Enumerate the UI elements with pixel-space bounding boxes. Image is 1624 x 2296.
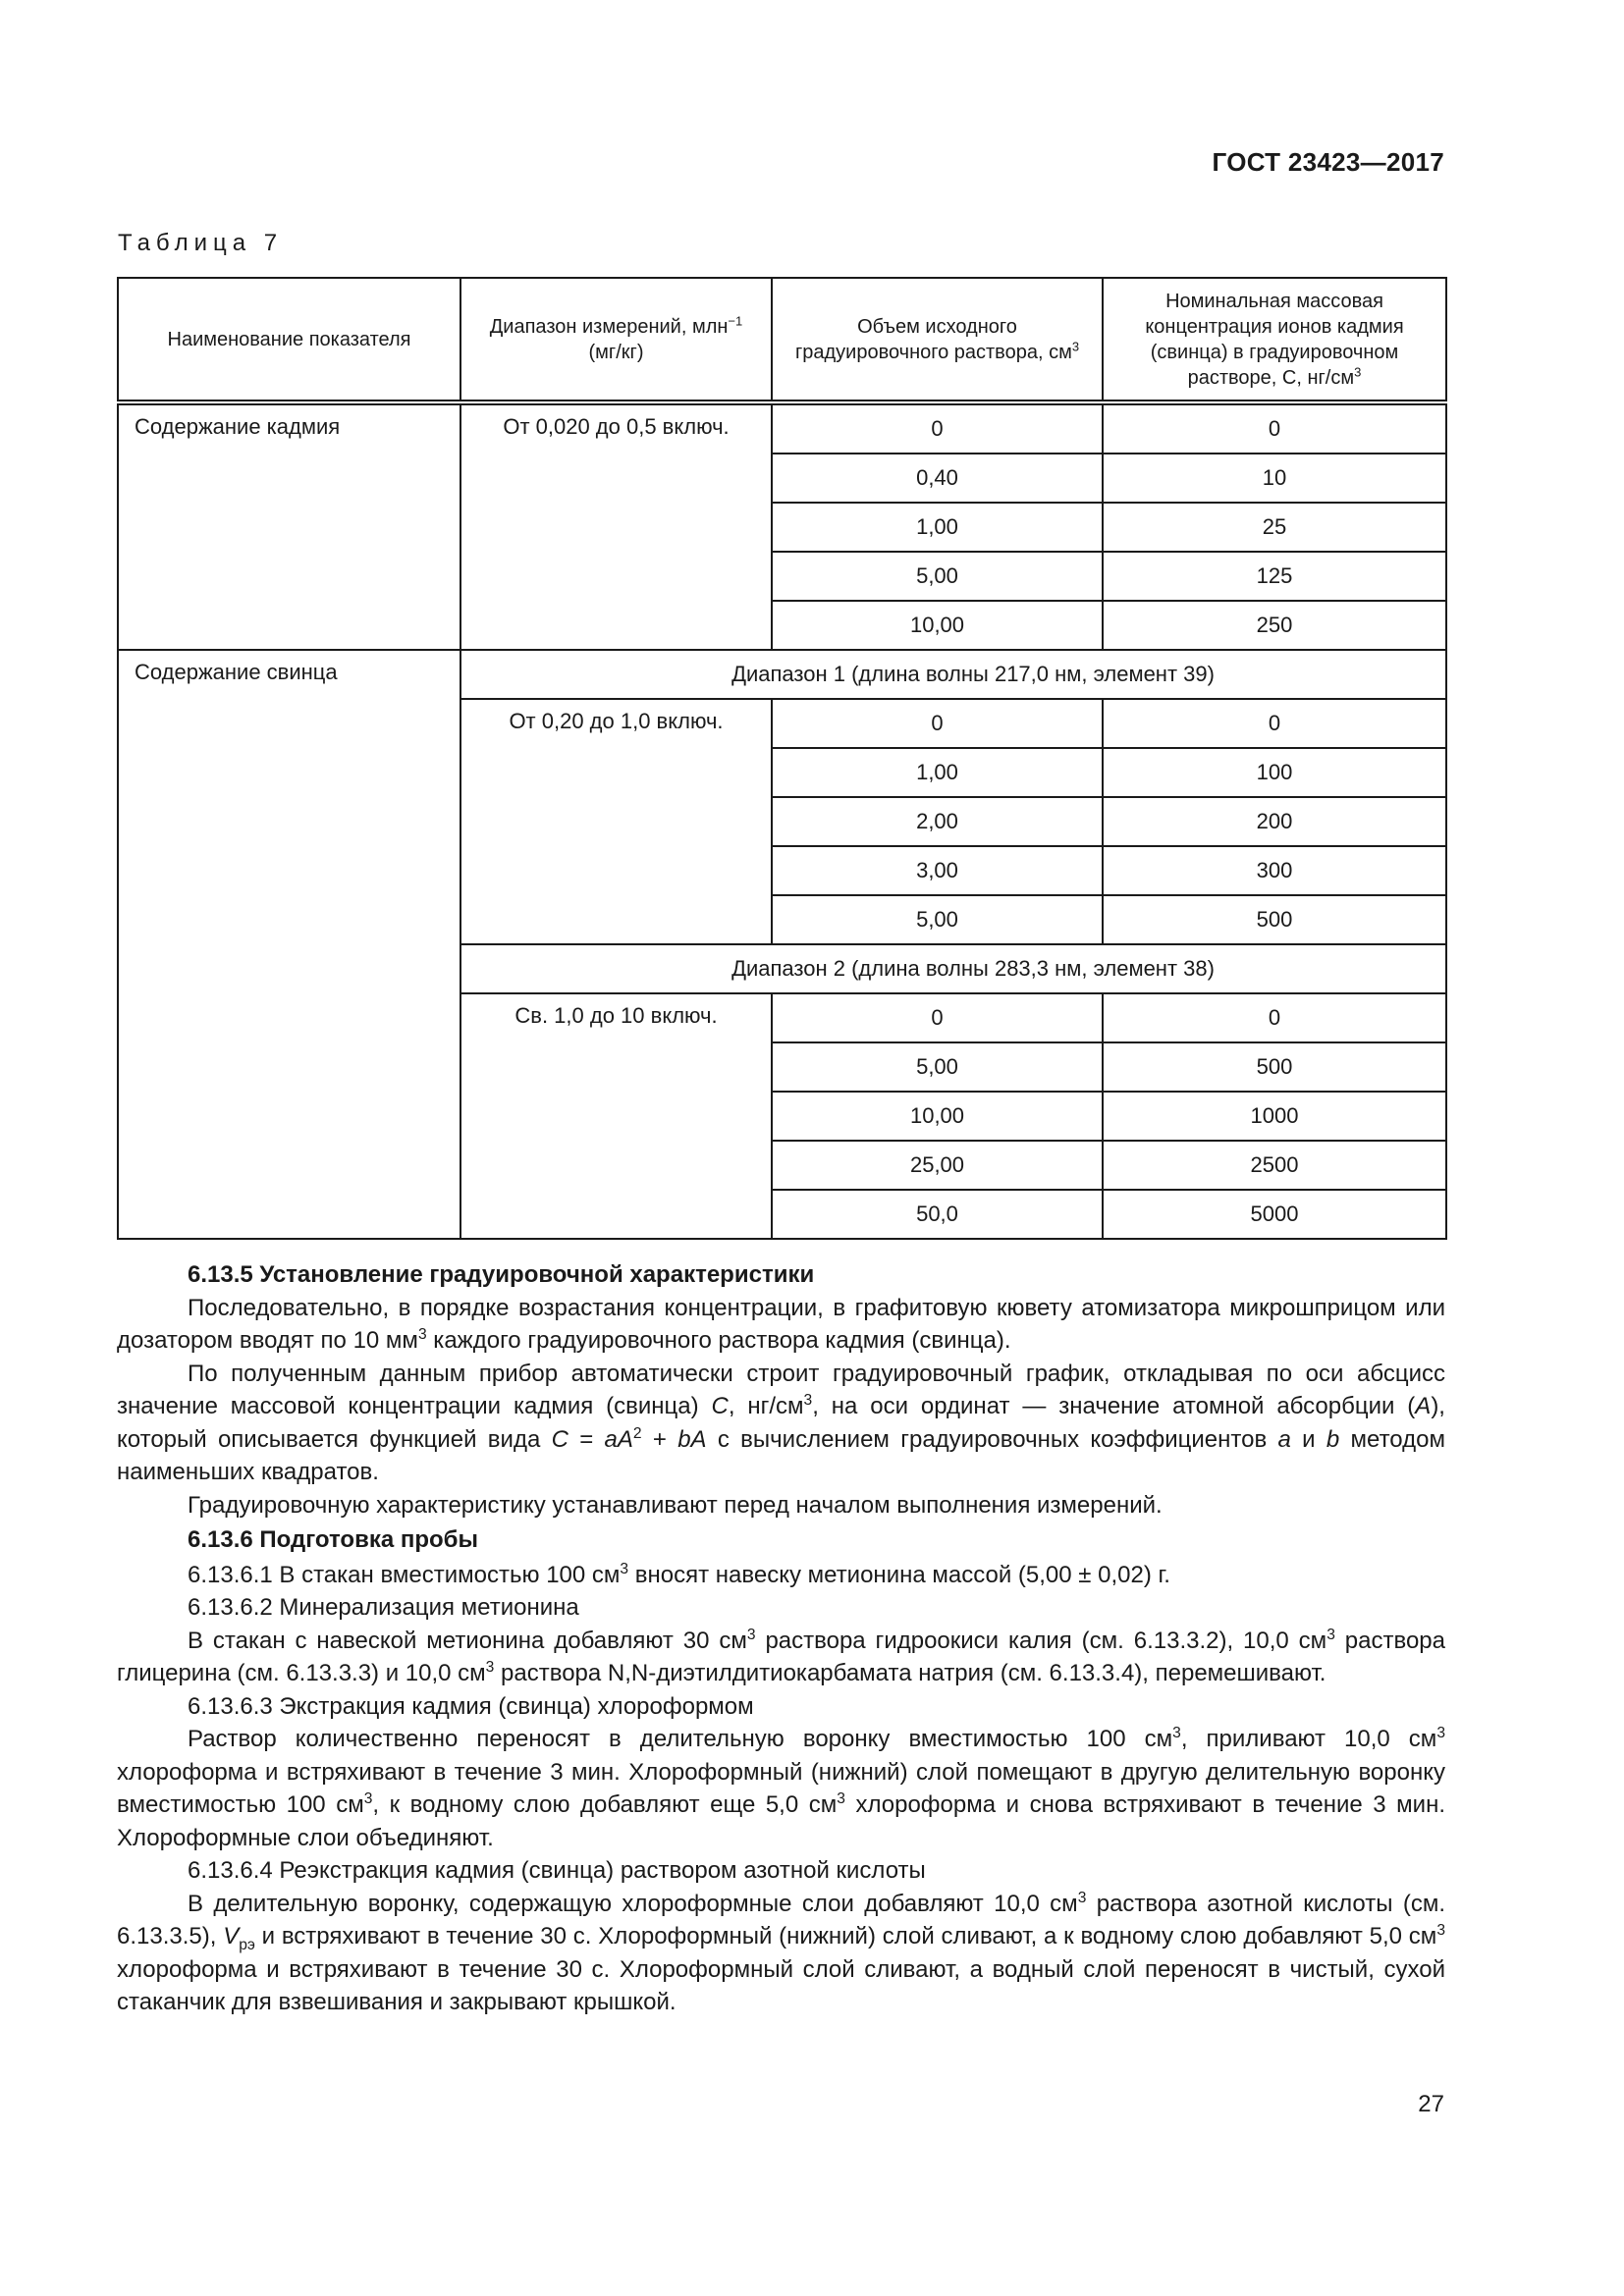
table-row [118, 650, 1446, 699]
volume-cell: 5,00 [772, 895, 1103, 944]
concentration-cell: 25 [1103, 503, 1446, 552]
col-header-indicator: Наименование показателя [118, 278, 460, 402]
volume-cell: 0,40 [772, 454, 1103, 503]
paragraph: В стакан с навеской метионина добавляют 30 $см^3$ раствора гидроокиси калия (см. 6.13.3.2), 10,0 $см^3$ раствора глицерина (см. 6.13.3.3) и 10,0 $см^3$ раствора N,N-диэтилдитиокарбамата натрия (см. 6.13.3.4), перемешивают. [117, 1626, 1445, 1686]
concentration-cell: 200 [1103, 797, 1446, 846]
concentration-cell: 1000 [1103, 1092, 1446, 1141]
lead-range2-label: Диапазон 2 (длина волны 283,3 нм, элемент 38) [460, 944, 1446, 993]
concentration-cell: 5000 [1103, 1190, 1446, 1239]
cadmium-range: От 0,020 до 0,5 включ. [460, 402, 772, 650]
paragraph: 6.13.6.3 Экстракция кадмия (свинца) хлороформом [188, 1692, 754, 1720]
volume-cell: 10,00 [772, 601, 1103, 650]
paragraph: Градуировочную характеристику устанавливают перед началом выполнения измерений. [188, 1491, 1163, 1519]
concentration-cell: 2500 [1103, 1141, 1446, 1190]
volume-cell: 5,00 [772, 552, 1103, 601]
concentration-cell: 10 [1103, 454, 1446, 503]
volume-cell: 0 [772, 699, 1103, 748]
volume-cell: 3,00 [772, 846, 1103, 895]
calibration-table [117, 277, 1447, 1240]
concentration-cell: 0 [1103, 993, 1446, 1042]
volume-cell: 50,0 [772, 1190, 1103, 1239]
concentration-cell: 250 [1103, 601, 1446, 650]
concentration-cell: 0 [1103, 699, 1446, 748]
volume-cell: 25,00 [772, 1141, 1103, 1190]
lead-name: Содержание свинца [118, 650, 460, 1239]
lead-range1-label: Диапазон 1 (длина волны 217,0 нм, элемент 39) [460, 650, 1446, 699]
table-row [118, 402, 1446, 454]
volume-cell: 0 [772, 993, 1103, 1042]
page-number: 27 [1418, 2091, 1444, 2117]
section-6-13-6-heading: 6.13.6 Подготовка пробы [188, 1526, 478, 1553]
col-header-volume: Объем исходного градуировочного раствора, $см^3$ [772, 278, 1103, 402]
body-text [117, 1256, 1445, 2019]
paragraph: По полученным данным прибор автоматически строит градуировочный график, откладывая по оси абсцисс значение массовой концентрации кадмия (свинца) C, $нг/см^3$, на оси ординат — значение атомной абсорбции (A), который описывается функцией вида $C = aA^2$ + bA с вычислением градуировочных коэффициентов a и b методом наименьших квадратов. [117, 1360, 1445, 1485]
volume-cell: 1,00 [772, 503, 1103, 552]
volume-cell: 1,00 [772, 748, 1103, 797]
concentration-cell: 500 [1103, 895, 1446, 944]
paragraph: Раствор количественно переносят в делительную воронку вместимостью 100 $см^3$, приливают 10,0 $см^3$ хлороформа и встряхивают в течение 3 мин. Хлороформный (нижний) слой помещают в другую делительную воронку вместимостью 100 $см^3$, к водному слою добавляют еще 5,0 $см^3$ хлороформа и снова встряхивают в течение 3 мин. Хлороформные слои объединяют. [117, 1725, 1446, 1851]
paragraph: Последовательно, в порядке возрастания концентрации, в графитовую кювету атомизатора микрошприцом или дозатором вводят по 10 $мм^3$ каждого градуировочного раствора кадмия (свинца). [117, 1294, 1445, 1354]
paragraph: 6.13.6.4 Реэкстракция кадмия (свинца) раствором азотной кислоты [188, 1857, 926, 1884]
paragraph: 6.13.6.2 Минерализация метионина [188, 1594, 579, 1621]
lead-range2: Св. 1,0 до 10 включ. [460, 993, 772, 1239]
volume-cell: 0 [772, 402, 1103, 454]
cadmium-name: Содержание кадмия [118, 402, 460, 650]
col-header-concentration: Номинальная массовая концентрация ионов кадмия (свинца) в градуировочном растворе, C, $нг/см^3$ [1103, 278, 1446, 402]
table-caption: Таблица 7 [118, 230, 284, 256]
section-6-13-5-heading: 6.13.5 Установление градуировочной характеристики [188, 1261, 815, 1288]
concentration-cell: 500 [1103, 1042, 1446, 1092]
concentration-cell: 100 [1103, 748, 1446, 797]
table-header-row [118, 278, 1446, 402]
concentration-cell: 300 [1103, 846, 1446, 895]
paragraph: 6.13.6.1 В стакан вместимостью 100 $см^3$ вносят навеску метионина массой (5,00 ± 0,02) г. [188, 1560, 1170, 1588]
col-header-range: Диапазон измерений, млн$^{-1}$ (мг/кг) [460, 278, 772, 402]
concentration-cell: 0 [1103, 402, 1446, 454]
volume-cell: 10,00 [772, 1092, 1103, 1141]
document-code-header: ГОСТ 23423—2017 [1212, 147, 1444, 177]
table-7 [117, 277, 1445, 1240]
volume-cell: 5,00 [772, 1042, 1103, 1092]
volume-cell: 2,00 [772, 797, 1103, 846]
paragraph: В делительную воронку, содержащую хлороформные слои добавляют 10,0 $см^3$ раствора азотной кислоты (см. 6.13.3.5), $V_{рэ}$ и встряхивают в течение 30 с. Хлороформный (нижний) слой сливают, а к водному слою добавляют 5,0 $см^3$ хлороформа и встряхивают в течение 30 с. Хлороформный слой сливают, а водный слой переносят в чистый, сухой стаканчик для взвешивания и закрывают крышкой. [117, 1889, 1445, 2015]
lead-range1: От 0,20 до 1,0 включ. [460, 699, 772, 944]
concentration-cell: 125 [1103, 552, 1446, 601]
